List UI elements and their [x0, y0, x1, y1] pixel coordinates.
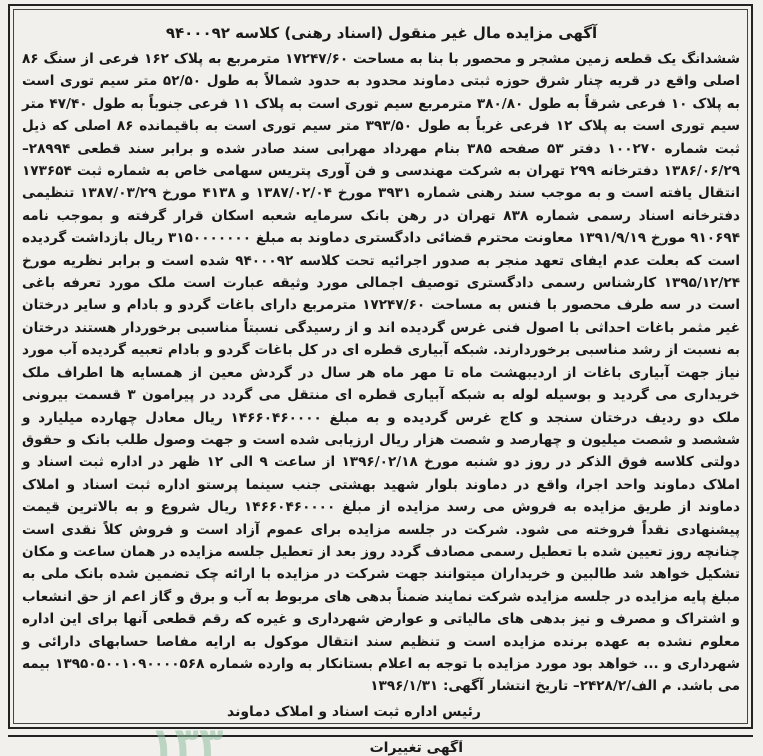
page-number-watermark: ۱۳۳: [150, 720, 224, 756]
bottom-divider: [8, 735, 753, 737]
next-notice-heading: آگهی تغییرات: [369, 740, 463, 756]
notice-body: ششدانگ یک قطعه زمین مشجر و محصور با بنا به مساحت ۱۷۲۴۷/۶۰ مترمربع به پلاک ۱۶۲ فرعی از سنگ ۸۶ اصلی واقع در قریه چنار شرق حوزه ثبتی دماوند محدود به حدود شمالاً به طول ۵۲/۵۰ متر سیم توری است به پلاک ۱۰ فرعی شرقاً به طول ۳۸۰/۸۰ مترمربع سیم توری است به پلاک ۱۱ فرعی جنوباً به طول ۴۷/۴۰ متر سیم توری است به پلاک ۱۲ فرعی غرباً به طول ۳۹۳/۵۰ متر سیم توری است به باقیمانده ۸۶ اصلی که ذیل ثبت شماره ۱۰۰۲۷۰ دفتر ۵۳ صفحه ۳۸۵ بنام مهرداد مهرابی سند صادر شده و برابر سند قطعی ۲۸۹۹۴–۱۳۸۶/۰۶/۲۹ دفترخانه ۲۹۹ تهران به شرکت مهندسی و فن آوری پتریس سهامی خاص به شماره ثبت ۱۷۳۶۵۴ انتقال یافته است و به موجب سند رهنی شماره ۳۹۳۱ مورخ ۱۳۸۷/۰۲/۰۴ و ۴۱۳۸ مورخ ۱۳۸۷/۰۳/۲۹ تنظیمی دفترخانه اسناد رسمی شماره ۸۳۸ تهران در رهن بانک سرمایه شعبه اسکان قرار گرفته و بموجب نامه ۹۱۰۶۹۴ مورخ ۱۳۹۱/۹/۱۹ معاونت محترم قضائی دادگستری دماوند به مبلغ ۳۱۵۰۰۰۰۰۰۰ ریال بازداشت گردیده است که بعلت عدم ایفای تعهد منجر به صدور اجرائیه تحت کلاسه ۹۴۰۰۰۹۲ شده است و برابر نظریه مورخ ۱۳۹۵/۱۲/۲۴ کارشناس رسمی دادگستری توصیف اجمالی مورد وثیقه عبارت است ملک مورد تعرفه باغی است در سه طرف محصور با فنس به مساحت ۱۷۲۴۷/۶۰ مترمربع دارای باغات گردو و بادام و سایر درختان غیر مثمر باغات احداثی با اصول فنی غرس گردیده اند و از رسیدگی نسبتاً مناسبی برخوردار هستند درختان به نسبت از رشد مناسبی برخوردارند. شبکه آبیاری قطره ای در کل باغات گردو و بادام تعبیه گردیده آب مورد نیاز جهت آبیاری باغات از اردیبهشت ماه تا مهر ماه هر سال در گردش معین از همسایه ها اطراف ملک خریداری می گردید و بوسیله لوله به شبکه آبیاری قطره ای منتقل می گردد در پیرامون ۳ قسمت بیرونی ملک دو ردیف درختان سنجد و کاج غرس گردیده و به مبلغ ۱۴۶۶۰۴۶۰۰۰۰ ریال معادل چهارده میلیارد و ششصد و شصت میلیون و چهارصد و شصت هزار ریال ارزیابی شده است و جهت وصول طلب بانک و حقوق دولتی کلاسه فوق الذکر در روز دو شنبه مورخ ۱۳۹۶/۰۲/۱۸ از ساعت ۹ الی ۱۲ ظهر در اداره ثبت اسناد و املاک دماوند واحد اجرا، واقع در دماوند بلوار شهید بهشتی جنب سینما پرستو اداره ثبت اسناد و املاک دماوند از طریق مزایده به فروش می رسد مزایده از مبلغ ۱۴۶۶۰۴۶۰۰۰۰ ریال شروع و به بالاترین قیمت پیشنهادی نقداً فروخته می شود. شرکت در جلسه مزایده برای عموم آزاد است و فروش کلاً نقدی است چنانچه روز تعیین شده با تعطیل رسمی مصادف گردد روز بعد از تعطیل جلسه مزایده در همان ساعت و مکان تشکیل خواهد شد طالبین و خریداران میتوانند جهت شرکت در مزایده با ارائه چک تضمین شده بانک ملی به مبلغ پایه مزایده در جلسه مزایده شرکت نمایند ضمناً بدهی های مربوط به آب و برق و گاز اعم از حق انشعاب و اشتراک و مصرف و نیز بدهی های مالیاتی و عوارض شهرداری و غیره که رقم قطعی آنها برای این اداره معلوم نشده به عهده برنده مزایده است و تنظیم سند انتقال موکول به ارایه مفاصا حسابهای دارائی و شهرداری و ... خواهد بود مورد مزایده با توجه به اعلام بستانکار به وارده شماره ۱۳۹۵۰۵۰۰۱۰۹۰۰۰۰۵۶۸ بیمه می باشد. م الف/۲۴۲۸/۲– تاریخ انتشار آگهی: ۱۳۹۶/۱/۳۱: [22, 51, 741, 695]
notice-title: آگهی مزایده مال غیر منقول (اسناد رهنی) کلاسه ۹۴۰۰۰۹۲: [165, 24, 598, 42]
signature-line: رئیس اداره ثبت اسناد و املاک دماوند: [227, 704, 481, 720]
